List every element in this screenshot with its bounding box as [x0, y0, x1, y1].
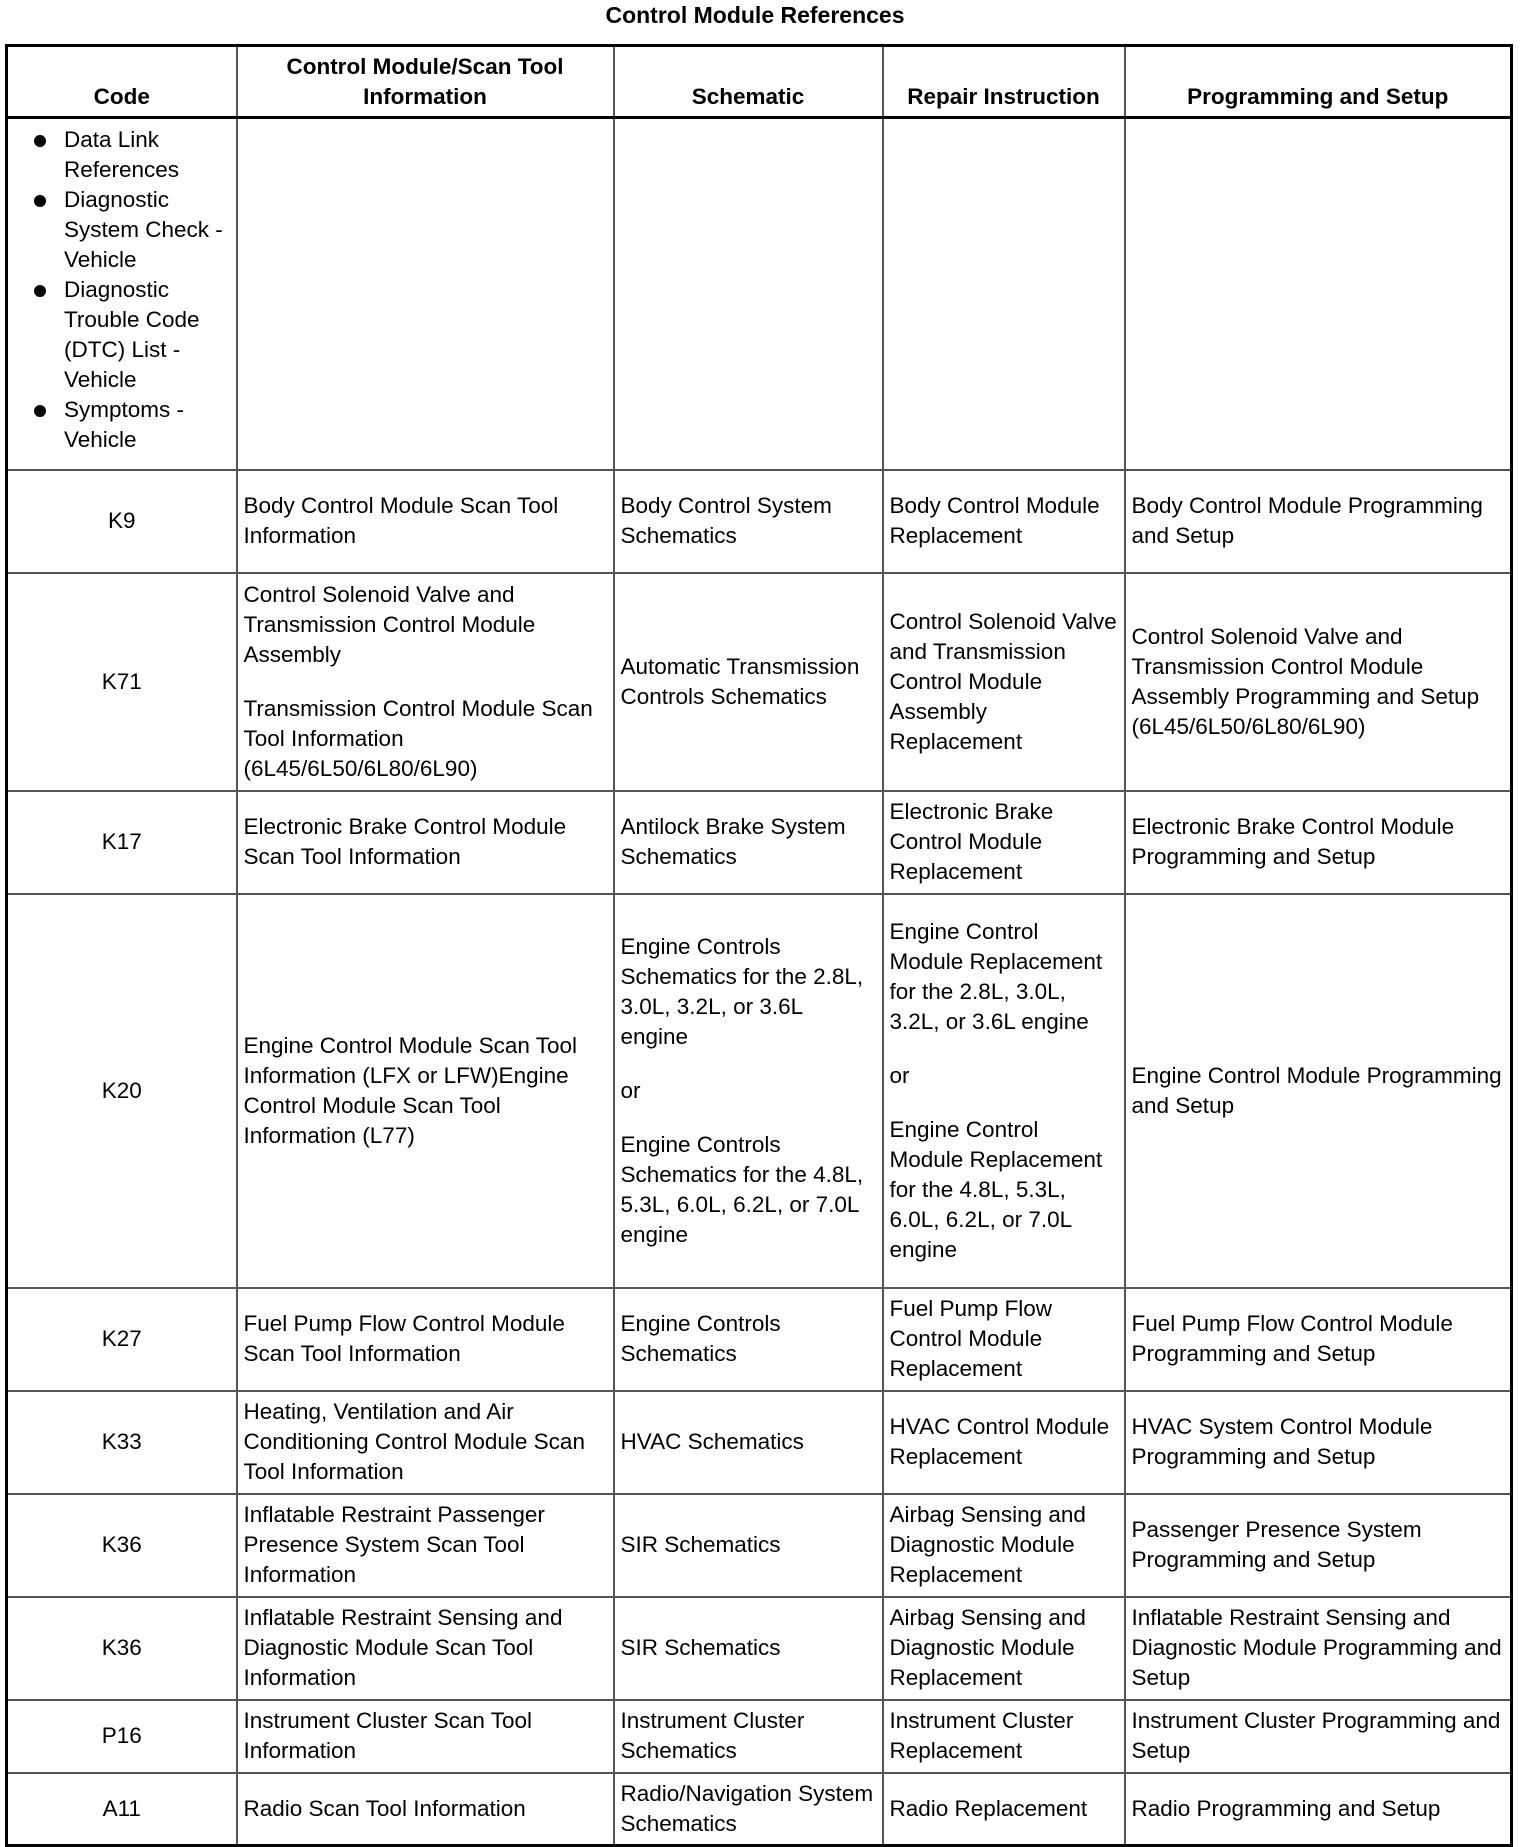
- cell-info: [237, 791, 614, 894]
- link-symptoms[interactable]: Symptoms - Vehicle: [12, 395, 232, 455]
- link-dtc-list[interactable]: Diagnostic Trouble Code (DTC) List - Vehicle: [12, 275, 232, 395]
- general-links-cell: [7, 118, 237, 470]
- header-schematic: Schematic: [614, 46, 883, 118]
- cell-info: [237, 1700, 614, 1773]
- programming-link[interactable]: Control Solenoid Valve and Transmission Control Module Assembly Programming and Setup (6L45/6L50/6L80/6L90): [1131, 623, 1480, 739]
- info-link[interactable]: Control Solenoid Valve and Transmission Control Module Assembly: [243, 581, 536, 667]
- programming-link[interactable]: Passenger Presence System Programming and Setup: [1131, 1517, 1422, 1572]
- empty-cell: [237, 118, 614, 470]
- cell-schematic: [614, 894, 883, 1288]
- module-code: K17: [7, 791, 237, 894]
- schematic-link[interactable]: SIR Schematics: [620, 1532, 781, 1557]
- cell-info: [237, 573, 614, 791]
- programming-link[interactable]: Fuel Pump Flow Control Module Programming and Setup: [1131, 1311, 1453, 1366]
- repair-link[interactable]: Fuel Pump Flow Control Module Replacement: [889, 1296, 1053, 1381]
- repair-link[interactable]: Airbag Sensing and Diagnostic Module Replacement: [889, 1605, 1086, 1690]
- info-link[interactable]: Inflatable Restraint Sensing and Diagnostic Module Scan Tool Information: [243, 1605, 563, 1690]
- cell-repair: [883, 1597, 1125, 1700]
- cell-info: [237, 1773, 614, 1846]
- header-programming: Programming and Setup: [1125, 46, 1512, 118]
- programming-link[interactable]: Engine Control Module Programming and Setup: [1131, 1062, 1502, 1118]
- programming-link[interactable]: Body Control Module Programming and Setup: [1131, 493, 1483, 548]
- programming-link[interactable]: HVAC System Control Module Programming and Setup: [1131, 1414, 1433, 1469]
- repair-link[interactable]: Electronic Brake Control Module Replacement: [889, 799, 1054, 884]
- module-row: [7, 1391, 1512, 1494]
- cell-schematic: [614, 1391, 883, 1494]
- cell-schematic: [614, 1773, 883, 1846]
- cell-repair: [883, 573, 1125, 791]
- schematic-link[interactable]: HVAC Schematics: [620, 1429, 804, 1454]
- module-row: [7, 791, 1512, 894]
- repair-link[interactable]: Engine Control Module Replacement for the 4.8L, 5.3L, 6.0L, 6.2L, or 7.0L engine: [889, 1116, 1103, 1262]
- module-code: K71: [7, 573, 237, 791]
- cell-schematic: [614, 1700, 883, 1773]
- module-row: [7, 1700, 1512, 1773]
- cell-info: [237, 1288, 614, 1391]
- header-repair: Repair Instruction: [883, 46, 1125, 118]
- programming-link[interactable]: Electronic Brake Control Module Programming and Setup: [1131, 814, 1455, 869]
- cell-info: [237, 894, 614, 1288]
- cell-programming: [1125, 1773, 1512, 1846]
- schematic-link[interactable]: Automatic Transmission Controls Schematics: [620, 653, 860, 709]
- module-row: [7, 894, 1512, 1288]
- info-link[interactable]: Instrument Cluster Scan Tool Information: [243, 1708, 532, 1763]
- info-link[interactable]: Electronic Brake Control Module Scan Tool Information: [243, 814, 567, 869]
- module-row: [7, 573, 1512, 791]
- info-link[interactable]: Radio Scan Tool Information: [243, 1795, 526, 1821]
- info-link[interactable]: Inflatable Restraint Passenger Presence System Scan Tool Information: [243, 1502, 545, 1587]
- cell-repair: [883, 1700, 1125, 1773]
- page-title: [0, 0, 1520, 32]
- link-data-link-references[interactable]: Data Link References: [12, 125, 232, 185]
- general-links-list: [12, 125, 232, 455]
- control-module-references-table: [5, 44, 1513, 1847]
- cell-programming: [1125, 1391, 1512, 1494]
- repair-link[interactable]: Engine Control Module Replacement for the 2.8L, 3.0L, 3.2L, or 3.6L engine: [889, 918, 1103, 1034]
- empty-cell: [1125, 118, 1512, 470]
- empty-cell: [614, 118, 883, 470]
- schematic-link[interactable]: Engine Controls Schematics for the 2.8L, 3.0L, 3.2L, or 3.6L engine: [620, 933, 864, 1049]
- programming-link[interactable]: Inflatable Restraint Sensing and Diagnostic Module Programming and Setup: [1131, 1605, 1502, 1690]
- schematic-link[interactable]: Instrument Cluster Schematics: [620, 1708, 805, 1763]
- module-code: K36: [7, 1597, 237, 1700]
- cell-repair: [883, 1494, 1125, 1597]
- cell-info: [237, 1597, 614, 1700]
- repair-link[interactable]: Airbag Sensing and Diagnostic Module Replacement: [889, 1502, 1086, 1587]
- repair-separator: or: [889, 1062, 910, 1088]
- schematic-link[interactable]: Body Control System Schematics: [620, 493, 832, 548]
- cell-programming: [1125, 573, 1512, 791]
- repair-link[interactable]: Body Control Module Replacement: [889, 493, 1100, 548]
- module-row: [7, 1773, 1512, 1846]
- cell-programming: [1125, 1288, 1512, 1391]
- cell-repair: [883, 1288, 1125, 1391]
- cell-info: [237, 1494, 614, 1597]
- cell-schematic: [614, 573, 883, 791]
- cell-programming: [1125, 1700, 1512, 1773]
- info-link[interactable]: Engine Control Module Scan Tool Information (LFX or LFW)Engine Control Module Scan Tool Information (L77): [243, 1032, 578, 1148]
- module-code: A11: [7, 1773, 237, 1846]
- cell-schematic: [614, 1288, 883, 1391]
- cell-programming: [1125, 470, 1512, 573]
- module-row: [7, 470, 1512, 573]
- schematic-link[interactable]: Engine Controls Schematics: [620, 1311, 781, 1366]
- module-code: K36: [7, 1494, 237, 1597]
- cell-schematic: [614, 470, 883, 573]
- header-row: [7, 46, 1512, 118]
- cell-schematic: [614, 791, 883, 894]
- cell-repair: [883, 894, 1125, 1288]
- cell-schematic: [614, 1597, 883, 1700]
- module-row: [7, 1494, 1512, 1597]
- repair-link[interactable]: Radio Replacement: [889, 1795, 1088, 1821]
- repair-link[interactable]: Control Solenoid Valve and Transmission Control Module Assembly Replacement: [889, 608, 1117, 754]
- cell-repair: [883, 791, 1125, 894]
- empty-cell: [883, 118, 1125, 470]
- schematic-link[interactable]: Radio/Navigation System Schematics: [620, 1780, 874, 1836]
- general-links-row: [7, 118, 1512, 470]
- repair-link[interactable]: Instrument Cluster Replacement: [889, 1708, 1074, 1763]
- module-row: [7, 1597, 1512, 1700]
- module-code: K27: [7, 1288, 237, 1391]
- programming-link[interactable]: Radio Programming and Setup: [1131, 1795, 1441, 1821]
- link-diagnostic-system-check[interactable]: Diagnostic System Check - Vehicle: [12, 185, 232, 275]
- schematic-link[interactable]: SIR Schematics: [620, 1635, 781, 1660]
- cell-schematic: [614, 1494, 883, 1597]
- cell-info: [237, 1391, 614, 1494]
- schematic-link[interactable]: Antilock Brake System Schematics: [620, 814, 846, 869]
- page-title-text: Control Module References: [605, 2, 905, 28]
- cell-repair: [883, 1773, 1125, 1846]
- cell-programming: [1125, 1494, 1512, 1597]
- info-link[interactable]: Heating, Ventilation and Air Conditioning Control Module Scan Tool Information: [243, 1399, 585, 1484]
- info-link[interactable]: Transmission Control Module Scan Tool Information (6L45/6L50/6L80/6L90): [243, 695, 593, 781]
- module-code: P16: [7, 1700, 237, 1773]
- repair-link[interactable]: HVAC Control Module Replacement: [889, 1414, 1110, 1469]
- info-link[interactable]: Body Control Module Scan Tool Information: [243, 493, 559, 548]
- cell-repair: [883, 1391, 1125, 1494]
- header-info: Control Module/Scan Tool Information: [237, 46, 614, 118]
- programming-link[interactable]: Instrument Cluster Programming and Setup: [1131, 1708, 1501, 1763]
- module-row: [7, 1288, 1512, 1391]
- cell-info: [237, 470, 614, 573]
- schematic-separator: or: [620, 1077, 641, 1103]
- header-code: Code: [7, 46, 237, 118]
- module-code: K20: [7, 894, 237, 1288]
- cell-programming: [1125, 1597, 1512, 1700]
- info-link[interactable]: Fuel Pump Flow Control Module Scan Tool Information: [243, 1311, 565, 1366]
- module-code: K33: [7, 1391, 237, 1494]
- cell-programming: [1125, 791, 1512, 894]
- schematic-link[interactable]: Engine Controls Schematics for the 4.8L, 5.3L, 6.0L, 6.2L, or 7.0L engine: [620, 1131, 864, 1247]
- cell-repair: [883, 470, 1125, 573]
- cell-programming: [1125, 894, 1512, 1288]
- module-code: K9: [7, 470, 237, 573]
